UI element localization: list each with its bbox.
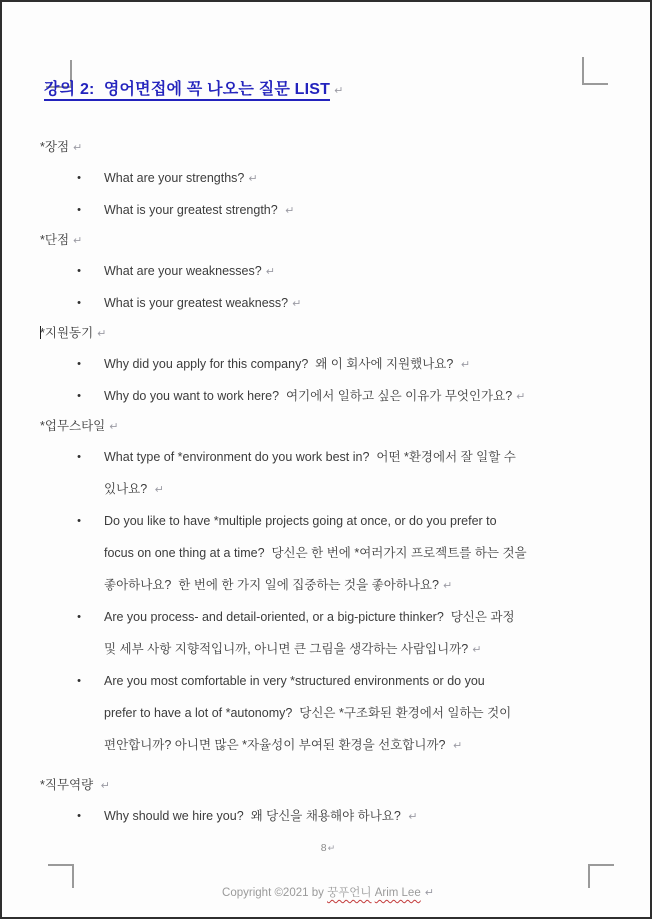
bullet-item [40,601,618,665]
bullet-dot-icon: • [77,265,81,277]
return-mark-icon: ↵ [460,359,471,371]
return-mark-icon: ↵ [97,328,107,340]
question-line: prefer to have a lot of *autonomy? 당신은 *구조화된 환경에서 일하는 것이 [104,706,512,720]
bullet-item [40,380,618,412]
return-mark-icon: ↵ [154,484,164,496]
section-header [40,771,618,800]
return-mark-icon: ↵ [327,843,336,853]
bullet-lines [90,601,618,665]
question-line: Do you like to have *multiple projects going at once, or do you prefer to [104,514,497,528]
bullet-item [40,665,618,761]
bullet-dot-icon: • [77,297,81,309]
bullet-dot-icon: • [77,204,81,216]
bullet-lines [90,665,618,761]
sections [40,133,618,832]
bullet-dot-icon: • [77,515,81,527]
bullet-lines [90,162,618,194]
return-mark-icon: ↵ [472,644,482,656]
question-line: Why did you apply for this company? 왜 이 회사에 지원했나요? ↵ [104,357,471,371]
question-line: 및 세부 사항 지향적입니까, 아니면 큰 그림을 생각하는 사람입니까? ↵ [104,642,482,656]
bullet-lines [90,348,618,380]
section-header-text: *업무스타일 [40,419,106,433]
bullet-lines [90,255,618,287]
bullet-dot-icon: • [77,611,81,623]
bullet-dot-icon: • [77,390,81,402]
question-line: 좋아하나요? 한 번에 한 가지 일에 집중하는 것을 좋아하나요? ↵ [104,578,453,592]
return-mark-icon: ↵ [452,740,463,752]
bullet-item [40,441,618,505]
bullet-item [40,348,618,380]
document-body [40,2,618,832]
bullet-lines [90,194,618,226]
page-number [2,842,652,854]
return-mark-icon: ↵ [334,85,344,97]
return-mark-icon: ↵ [248,173,258,185]
bullet-dot-icon: • [77,358,81,370]
question-line: What is your greatest strength? ↵ [104,203,295,217]
return-mark-icon: ↵ [408,811,418,823]
bullet-item [40,287,618,319]
return-mark-icon: ↵ [73,142,83,154]
question-line: What are your weaknesses? ↵ [104,264,275,278]
return-mark-icon: ↵ [516,391,526,403]
bullet-item [40,800,618,832]
bullet-dot-icon: • [77,810,81,822]
bullet-dot-icon: • [77,172,81,184]
copyright-line [2,884,652,900]
question-line: What are your strengths? ↵ [104,171,258,185]
page-number-value: 8 [320,842,327,854]
bullet-item [40,162,618,194]
return-mark-icon: ↵ [73,235,83,247]
margin-crop-mark-bottom-right [588,864,614,888]
page-title-text: 강의 2: 영어면접에 꼭 나오는 질문 LIST [44,81,330,101]
question-line: focus on one thing at a time? 당신은 한 번에 *여러가지 프로젝트를 하는 것을 [104,546,527,560]
bullet-dot-icon: • [77,675,81,687]
section-header [40,412,618,441]
return-mark-icon: ↵ [109,421,119,433]
question-line: Are you process- and detail-oriented, or a big-picture thinker? 당신은 과정 [104,610,515,624]
bullet-dot-icon: • [77,451,81,463]
section-header-text: *장점 [40,140,70,154]
section-header [40,319,618,348]
section-header-text: *지원동기 [40,326,94,340]
section-header [40,226,618,255]
question-line: Why should we hire you? 왜 당신을 채용해야 하나요? ↵ [104,809,418,823]
section-header-text: *단점 [40,233,70,247]
page-title [44,76,618,99]
return-mark-icon: ↵ [265,266,275,278]
bullet-lines [90,505,618,601]
copyright-prefix: Copyright ©2021 by [222,887,328,899]
section-header [40,133,618,162]
bullet-item [40,505,618,601]
question-line: 편안합니까? 아니면 많은 *자율성이 부여된 환경을 선호합니까? ↵ [104,738,463,752]
question-line: What type of *environment do you work best in? 어떤 *환경에서 잘 일할 수 [104,450,516,464]
return-mark-icon: ↵ [292,298,302,310]
bullet-lines [90,800,618,832]
copyright-name-english: Arim Lee [374,887,421,899]
margin-crop-mark-bottom-left [48,864,74,888]
bullet-lines [90,441,618,505]
bullet-lines [90,287,618,319]
question-line: Are you most comfortable in very *structured environments or do you [104,674,485,688]
return-mark-icon: ↵ [442,580,453,592]
return-mark-icon: ↵ [100,780,110,792]
copyright-name-korean: 꿍푸언니 [327,887,372,899]
return-mark-icon: ↵ [285,205,295,217]
return-mark-icon: ↵ [424,887,434,899]
bullet-item [40,194,618,226]
bullet-item [40,255,618,287]
question-line: Why do you want to work here? 여기에서 일하고 싶은 이유가 무엇인가요? ↵ [104,389,526,403]
question-line: What is your greatest weakness? ↵ [104,296,302,310]
section-header-text: *직무역량 [40,778,97,792]
question-line: 있나요? ↵ [104,482,164,496]
bullet-lines [90,380,618,412]
